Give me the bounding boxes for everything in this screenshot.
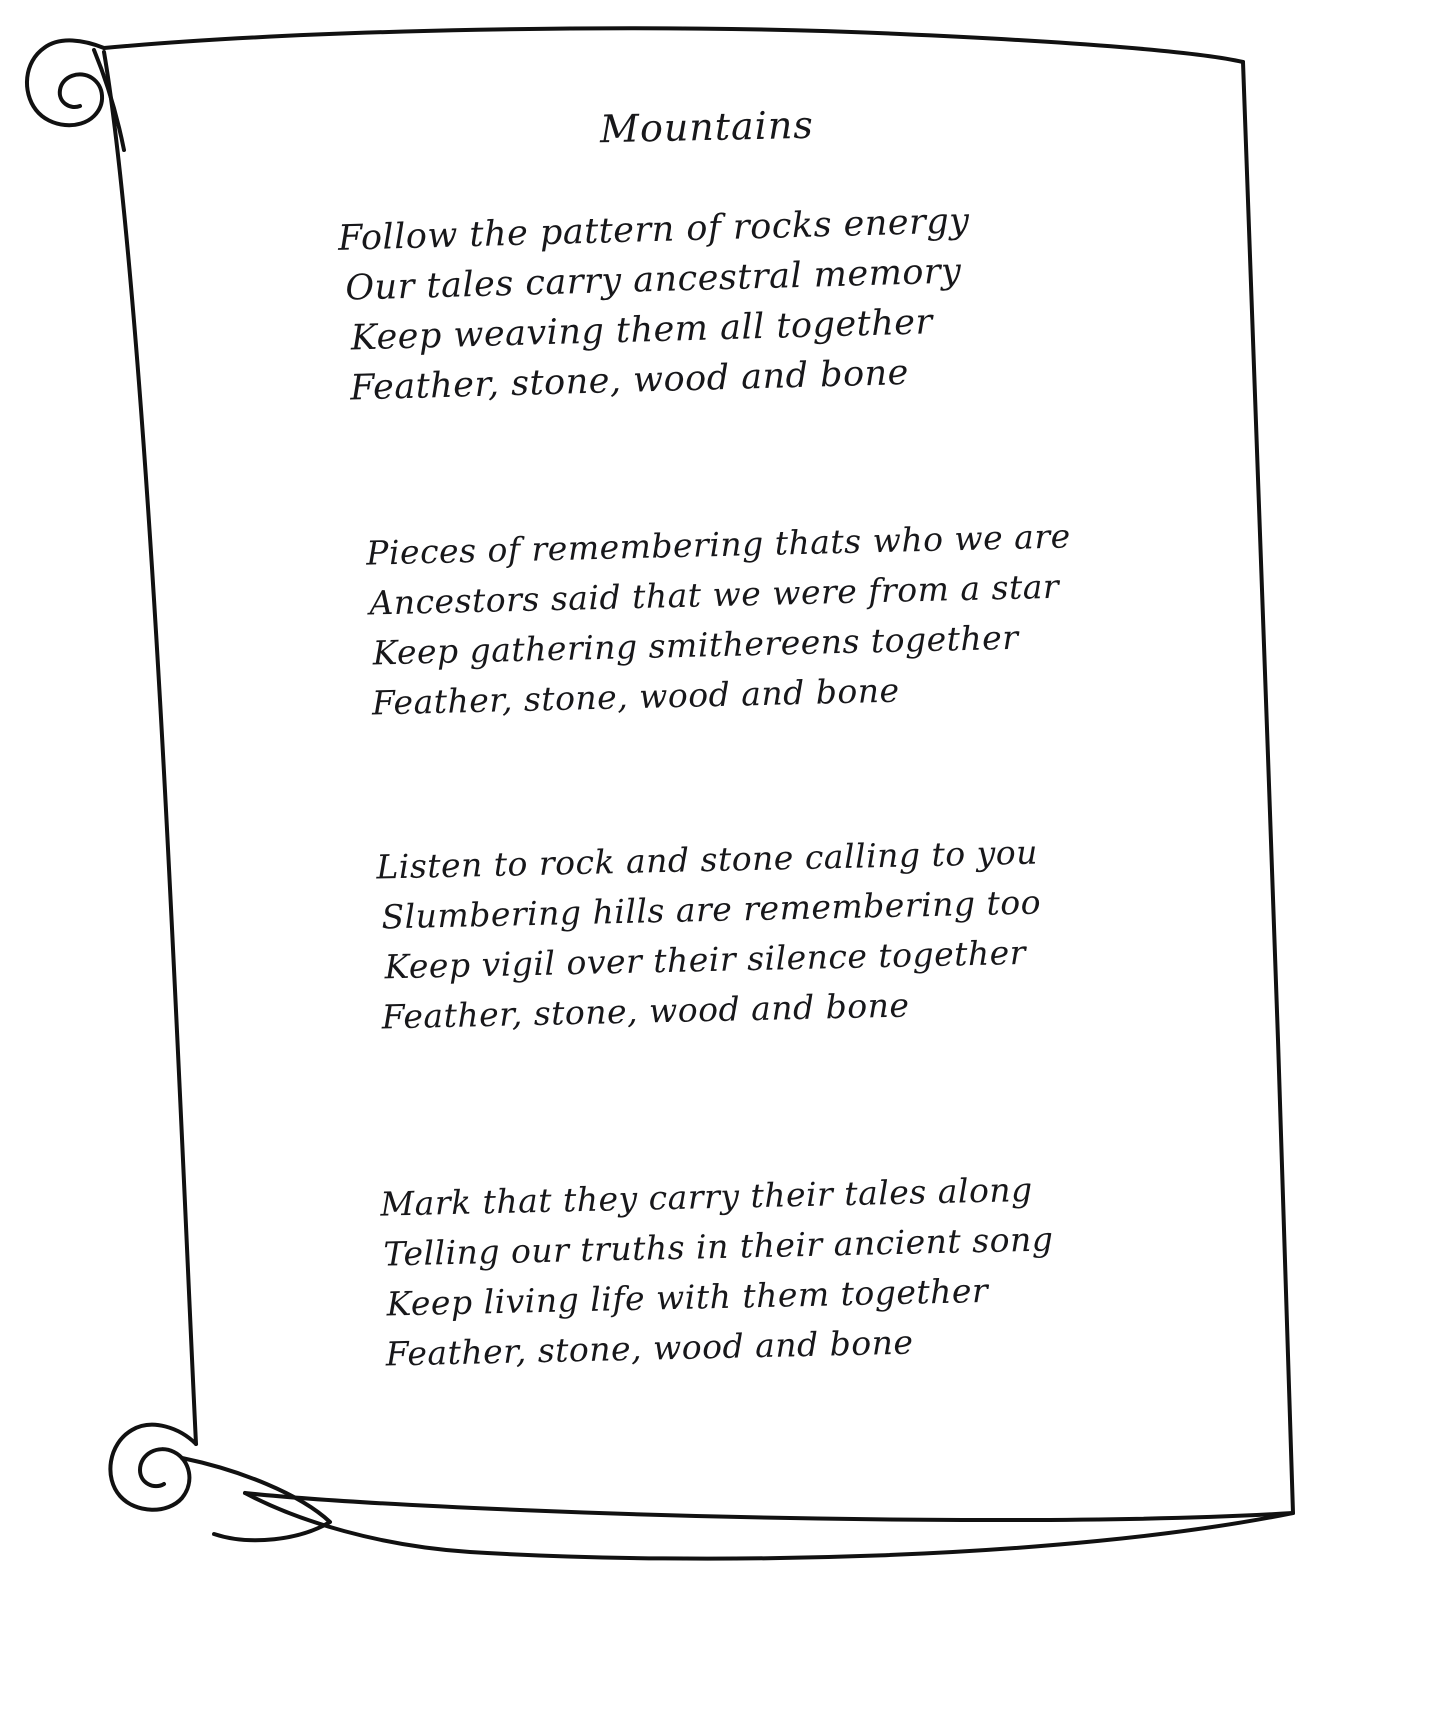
page-title: Mountains xyxy=(599,102,815,152)
poem-line: Feather, stone, wood and bone xyxy=(349,352,910,409)
poem-line: Our tales carry ancestral memory xyxy=(344,251,962,309)
scroll-top-left-curl xyxy=(27,40,104,125)
poem-line: Feather, stone, wood and bone xyxy=(385,1322,914,1374)
poem-line: Keep vigil over their silence together xyxy=(384,932,1027,987)
poem-line: Keep living life with them together xyxy=(386,1270,989,1324)
poem-line: Ancestors said that we were from a star xyxy=(369,566,1060,623)
poem-line: Keep weaving them all together xyxy=(350,302,934,359)
poem-line: Telling our truths in their ancient song xyxy=(383,1219,1054,1274)
poem-line: Feather, stone, wood and bone xyxy=(381,985,910,1037)
poem-line: Follow the pattern of rocks energy xyxy=(337,201,971,259)
poem-line: Pieces of remembering thats who we are xyxy=(365,516,1072,573)
poem-line: Keep gathering smithereens together xyxy=(372,617,1019,673)
scroll-bottom-left-curl xyxy=(110,1425,196,1510)
poem-line: Feather, stone, wood and bone xyxy=(371,670,900,723)
scroll-body-fill xyxy=(104,28,1292,1515)
poem-line: Listen to rock and stone calling to you xyxy=(375,832,1039,887)
poem-line: Slumbering hills are remembering too xyxy=(381,882,1042,937)
poem-line: Mark that they carry their tales along xyxy=(379,1169,1034,1224)
